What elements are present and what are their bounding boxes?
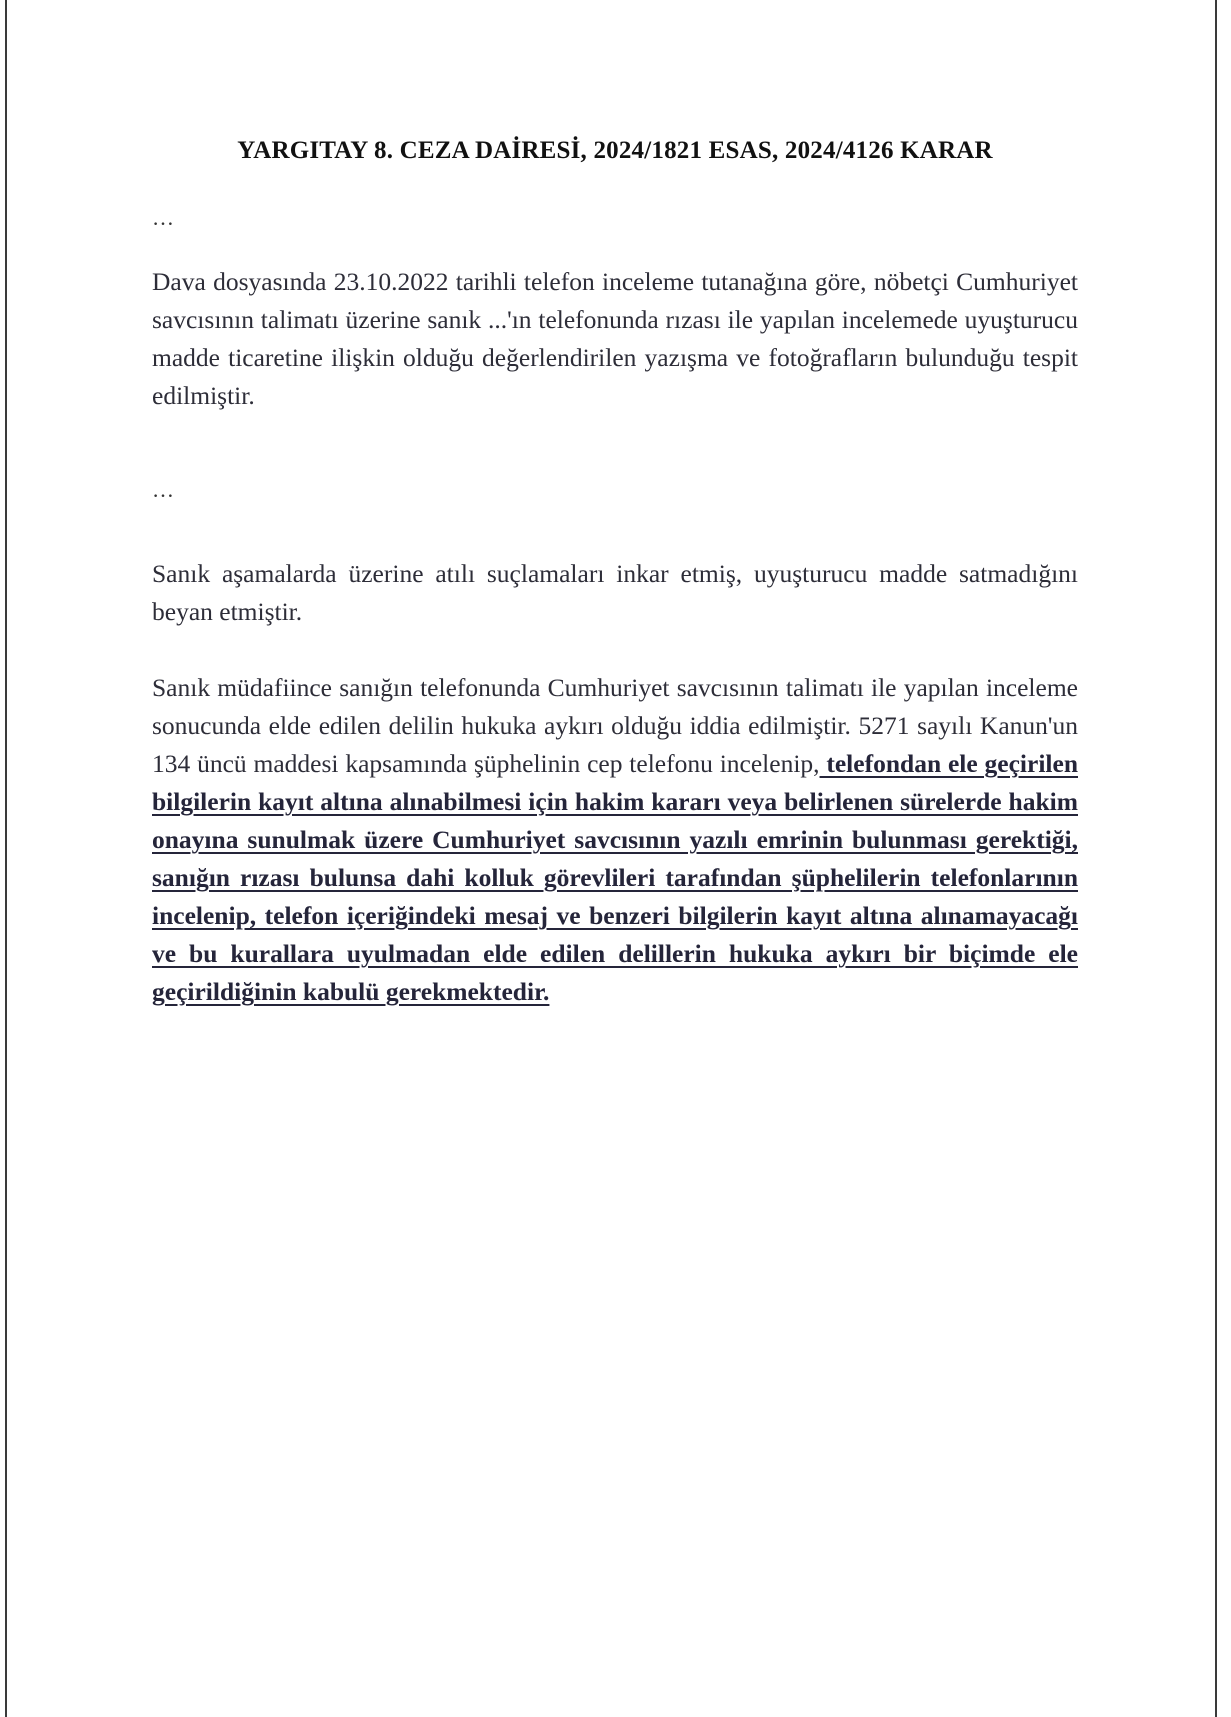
paragraph-3-emphasized-text: telefondan ele geçirilen bilgilerin kayıt altına alınabilmesi için hakim kararı veya belirlenen sürelerde hakim onayına sunulmak üzere Cumhuriyet savcısının yazılı emrinin bulunması gerektiği, sanığın rızası bulunsa dahi kolluk görevlileri tarafından şüphelilerin telefonlarının incelenip, telefon içeriğindeki mesaj ve benzeri bilgilerin kayıt altına alınamayacağı ve bu kurallara uyulmadan elde edilen delillerin hukuka aykırı bir biçimde ele geçirildiğinin kabulü gerekmektedir. bbox=[152, 749, 1078, 1006]
paragraph-1: Dava dosyasında 23.10.2022 tarihli telefon inceleme tutanağına göre, nöbetçi Cumhuriyet savcısının talimatı üzerine sanık ...'ın telefonunda rızası ile yapılan incelemede uyuşturucu madde ticaretine ilişkin olduğu değerlendirilen yazışma ve fotoğrafların bulunduğu tespit edilmiştir. bbox=[152, 267, 1078, 410]
paragraph-3 bbox=[152, 669, 1078, 1011]
document-title: YARGITAY 8. CEZA DAİRESİ, 2024/1821 ESAS, 2024/4126 KARAR bbox=[237, 137, 993, 164]
omission-ellipsis-2: … bbox=[152, 477, 174, 502]
omission-ellipsis-1: … bbox=[152, 205, 174, 230]
paragraph-3-plain-text: Sanık müdafiince sanığın telefonunda Cumhuriyet savcısının talimatı ile yapılan inceleme sonucunda elde edilen delilin hukuka aykırı olduğu iddia edilmiştir. 5271 sayılı Kanun'un 134 üncü maddesi kapsamında şüphelinin cep telefonu incelenip, bbox=[152, 673, 1078, 778]
paragraph-2: Sanık aşamalarda üzerine atılı suçlamaları inkar etmiş, uyuşturucu madde satmadığını beyan etmiştir. bbox=[152, 559, 1078, 626]
